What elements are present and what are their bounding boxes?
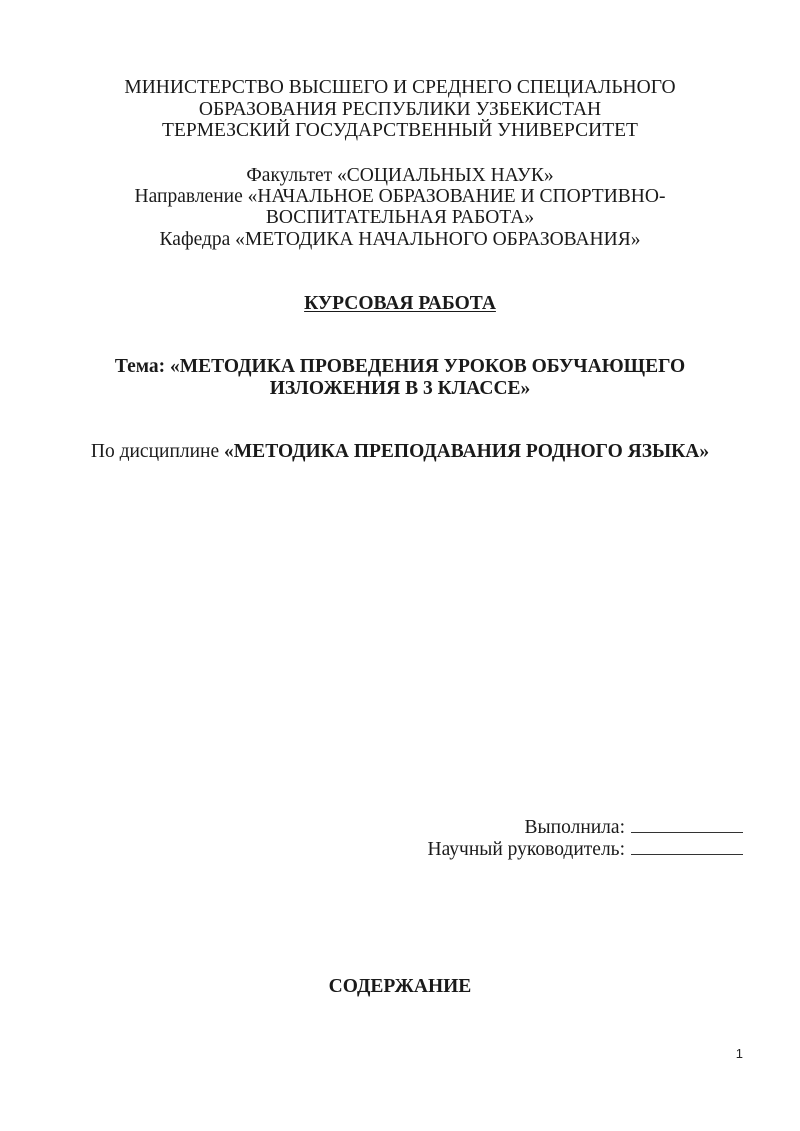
discipline-name: «МЕТОДИКА ПРЕПОДАВАНИЯ РОДНОГО ЯЗЫКА» [224,441,710,462]
direction-line-2: ВОСПИТАТЕЛЬНАЯ РАБОТА» [265,207,535,228]
supervisor-row [428,838,743,861]
direction-line-1: Направление «НАЧАЛЬНОЕ ОБРАЗОВАНИЕ И СПОРТИВНО- [134,186,666,207]
department-line: Кафедра «МЕТОДИКА НАЧАЛЬНОГО ОБРАЗОВАНИЯ» [159,229,641,250]
topic-line-1: Тема: «МЕТОДИКА ПРОВЕДЕНИЯ УРОКОВ ОБУЧАЮЩЕГО [114,356,686,377]
contents-heading: СОДЕРЖАНИЕ [328,976,472,997]
performed-by-label: Выполнила: [524,817,625,838]
supervisor-blank [631,838,743,855]
performed-by-row [525,816,743,839]
topic-line-2: ИЗЛОЖЕНИЯ В 3 КЛАССЕ» [269,378,531,399]
discipline-prefix: По дисциплине [90,441,225,462]
discipline-line [0,441,800,463]
ministry-line-1: МИНИСТЕРСТВО ВЫСШЕГО И СРЕДНЕГО СПЕЦИАЛЬНОГО [124,77,676,98]
work-type-heading [0,293,800,315]
faculty-line: Факультет «СОЦИАЛЬНЫХ НАУК» [246,165,554,186]
performed-by-blank [631,816,743,833]
university-name: ТЕРМЕЗСКИЙ ГОСУДАРСТВЕННЫЙ УНИВЕРСИТЕТ [162,120,638,141]
supervisor-label: Научный руководитель: [427,839,625,860]
page-number: 1 [735,1046,743,1061]
ministry-line-2: ОБРАЗОВАНИЯ РЕСПУБЛИКИ УЗБЕКИСТАН [198,99,602,120]
work-type-text: КУРСОВАЯ РАБОТА [304,293,496,314]
